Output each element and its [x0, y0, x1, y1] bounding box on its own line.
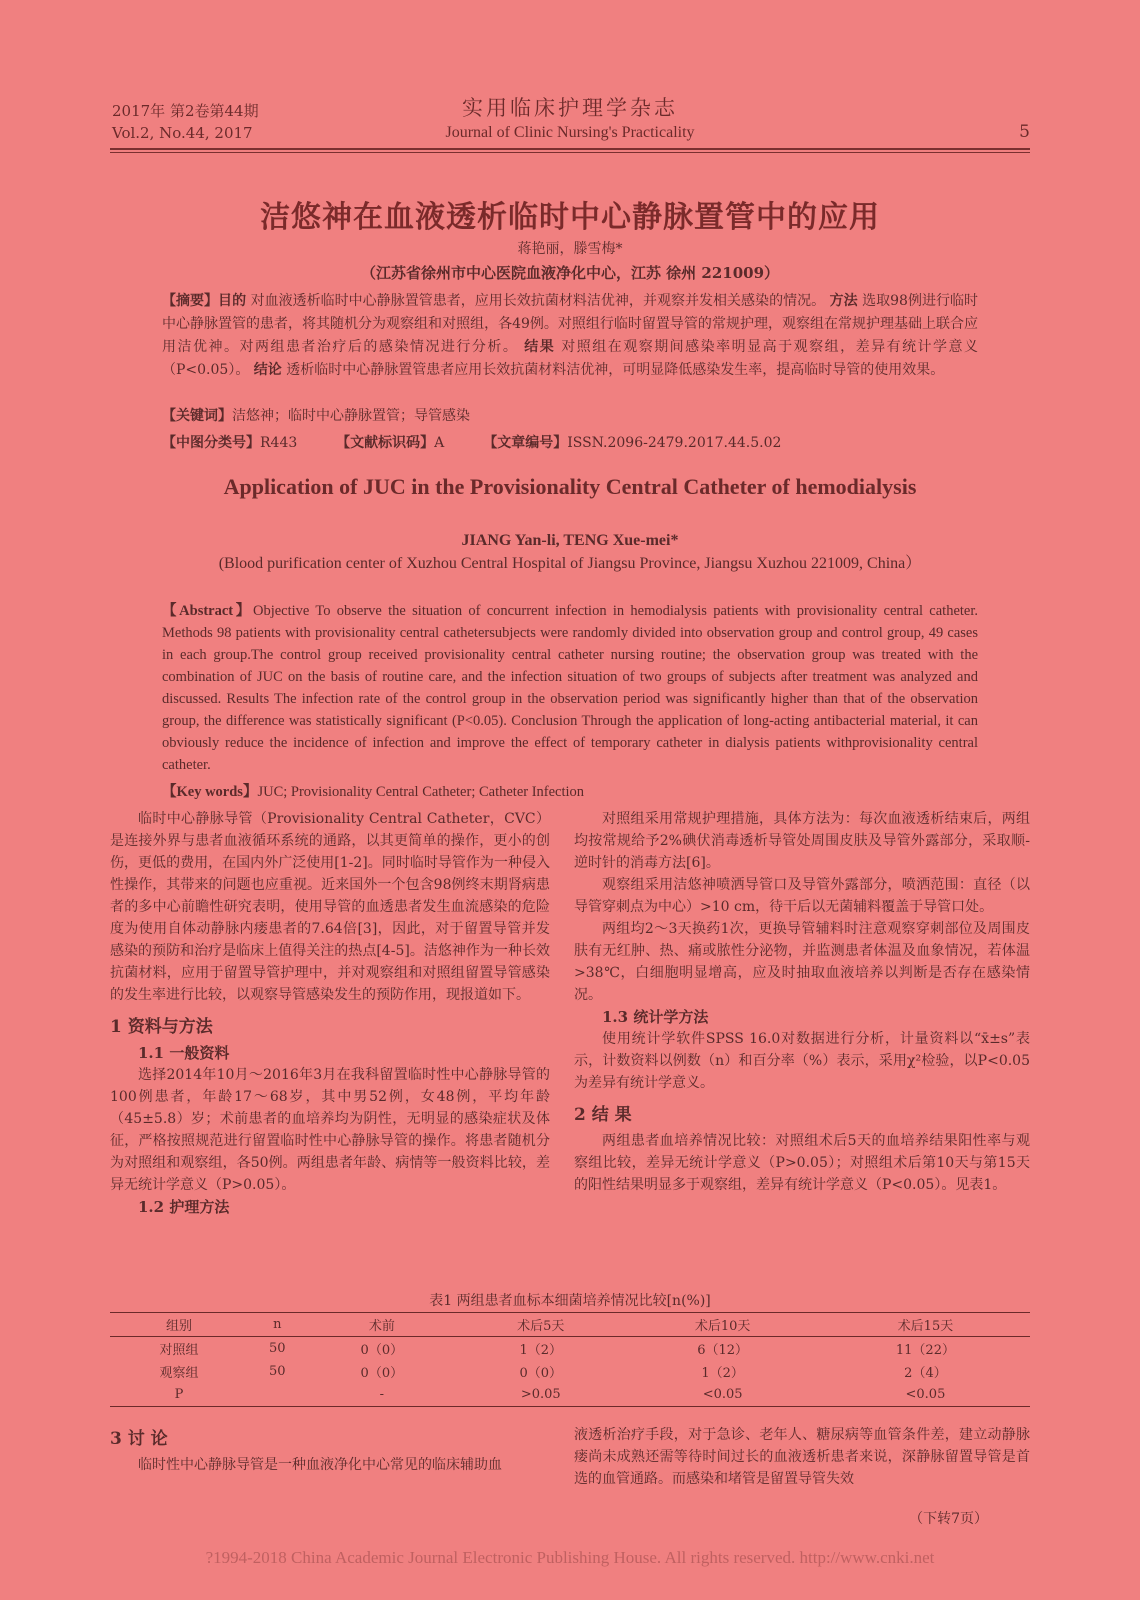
table-cell: 11（22） [895, 1343, 955, 1358]
general-info-paragraph: 选择2014年10月～2016年3月在我科留置临时性中心静脉导管的100例患者，年龄17～68岁，其中男52例，女48例，平均年龄（45±5.8）岁；术前患者的血培养均为阴性，无明显的感染症状及体征，严格按照规范进行留置临时性中心静脉导管的操作。将患者随机分为对照组和观察组，各50例。两组患者年龄、病情等一般资料比较，差异无统计学意义（P>0.05）。 [110, 1067, 550, 1193]
abstract-en-label: 【Abstract】 [162, 603, 253, 619]
article-no-value: ISSN.2096-2479.2017.44.5.02 [567, 435, 782, 451]
journal-title-cn: 实用临床护理学杂志 [462, 96, 678, 120]
clc-label: 【中图分类号】 [162, 435, 260, 451]
article-title-en: Application of JUC in the Provisionality Central Catheter of hemodialysis [223, 474, 917, 499]
header-rule-thin [110, 152, 1030, 153]
section-2-heading: 2 结 果 [574, 1105, 632, 1125]
keywords-en [162, 780, 978, 801]
observation-care-paragraph: 观察组采用洁悠神喷洒导管口及导管外露部分，喷洒范围：直径（以导管穿刺点为中心）>10 cm，待干后以无菌辅料覆盖于导管口处。 [574, 877, 1030, 915]
abstract-cn-text [162, 290, 978, 382]
body-right-column [574, 808, 1030, 1196]
keywords-cn [162, 405, 978, 425]
authors-en: JIANG Yan-li, TENG Xue-mei* [461, 532, 679, 549]
table-cell: 50 [269, 1364, 286, 1379]
table-cell: 0（0） [360, 1343, 404, 1358]
table-row [110, 1383, 1030, 1407]
abstract-en [162, 600, 978, 776]
discussion-left [110, 1428, 550, 1476]
table-cell [248, 1383, 307, 1407]
control-care-paragraph: 对照组采用常规护理措施，具体方法为：每次血液透析结束后，两组均按常规给予2%碘伏消毒透析导管处周围皮肤及导管外露部分，采取顺-逆时针的消毒方法[6]。 [574, 811, 1030, 871]
table-cell: 50 [269, 1341, 286, 1356]
doc-code-label: 【文献标识码】 [336, 435, 435, 451]
article-no-label: 【文章编号】 [483, 435, 568, 451]
abstract-en-text: Objective To observe the situation of concurrent infection in hemodialysis patients with provisionality central catheter. Methods 98 patients with provisionality central cathetersubjects were randomly divided into observation group and control group, 49 cases in each group.The control group received provisionality central catheter nursing routine; the observation group was treated with the combination of JUC on the basis of routine care, and the infection situation of two groups of subjects after treatment was analyzed and discussed. Results The infection rate of the control group in the observation period was significantly higher than that of the observation group, the difference was statistically significant (P<0.05). Conclusion Through the application of long-acting antibacterial material, it can obviously reduce the incidence of infection and improve the effect of temporary catheter in dialysis patients withprovisionality central catheter. [162, 603, 978, 773]
issue-en: Vol.2, No.44, 2017 [112, 124, 253, 142]
section-3-heading: 3 讨 论 [110, 1429, 168, 1449]
table-header-cell: 术后10天 [694, 1319, 751, 1334]
results-table [110, 1312, 1030, 1407]
table-row [110, 1360, 1030, 1383]
abstract-cn-objective: 对血液透析临时中心静脉置管患者，应用长效抗菌材料洁优神，并观察并发相关感染的情况。 [250, 293, 826, 309]
doc-code-value: A [434, 435, 445, 451]
table-cell: >0.05 [520, 1387, 561, 1402]
table-header-cell: 术后15天 [897, 1319, 954, 1334]
table-header-cell: 组别 [166, 1319, 193, 1334]
journal-title [0, 94, 1140, 144]
affiliation-en: (Blood purification center of Xuzhou Central Hospital of Jiangsu Province, Jiangsu Xuzhou 221009, China） [218, 555, 922, 572]
abstract-cn-conclusion-label: 结论 [253, 362, 282, 378]
header-rule [110, 148, 1030, 150]
keywords-cn-label: 【关键词】 [162, 408, 232, 424]
keywords-en-value: JUC; Provisionality Central Catheter; Catheter Infection [257, 784, 585, 800]
section-1-1-heading: 1.1 一般资料 [138, 1044, 230, 1062]
journal-title-en: Journal of Clinic Nursing's Practicality [445, 124, 695, 141]
table-cell: <0.05 [905, 1387, 946, 1402]
affiliation-cn: （江苏省徐州市中心医院血液净化中心，江苏 徐州 221009） [360, 264, 780, 282]
table-cell: 2（4） [904, 1366, 947, 1381]
table-cell: P [174, 1387, 184, 1402]
intro-paragraph: 临时中心静脉导管（Provisionality Central Catheter，CVC）是连接外界与患者血液循环系统的通路，以其更简单的操作，更小的创伤，更低的费用，在国内外广泛使用[1-2]。同时临时导管作为一种侵入性操作，其带来的问题也应重视。近来国外一个包含98例终末期肾病患者的多中心前瞻性研究表明，使用导管的血透患者发生血流感染的危险度为使用自体动静脉内瘘患者的7.64倍[3]，因此，对于留置导管并发感染的预防和治疗是临床上值得关注的热点[4-5]。洁悠神作为一种长效抗菌材料，应用于留置导管护理中，并对观察组和对照组留置导管感染的发生率进行比较，以观察导管感染发生的预防作用，现报道如下。 [110, 811, 550, 1003]
page-number: 5 [1019, 122, 1030, 142]
copyright-footer: ?1994-2018 China Academic Journal Electronic Publishing House. All rights reserved. http://www.cnki.net [205, 1548, 935, 1567]
table-header-cell: 术前 [368, 1319, 395, 1334]
table-cell: 0（0） [519, 1366, 562, 1381]
results-paragraph: 两组患者血培养情况比较：对照组术后5天的血培养结果阳性率与观察组比较，差异无统计学意义（P>0.05）；对照组术后第10天与第15天的阳性结果明显多于观察组，差异有统计学意义（P<0.05）。见表1。 [574, 1133, 1030, 1193]
table-header-cell: 术后5天 [517, 1319, 565, 1334]
abstract-cn-methods-label: 方法 [829, 293, 858, 309]
table-cell: 0（0） [360, 1366, 404, 1381]
abstract-cn [162, 290, 978, 382]
keywords-cn-value: 洁悠神；临时中心静脉置管；导管感染 [232, 408, 470, 424]
table-header-row [110, 1313, 1030, 1337]
section-1-2-heading: 1.2 护理方法 [138, 1198, 230, 1216]
abstract-cn-results-label: 结果 [524, 339, 556, 355]
table-cell: 对照组 [159, 1343, 199, 1358]
abstract-cn-methods: 选取98例进行临时中心静脉置管的患者，将其随机分为观察组和对照组，各49例。对照组行临时留置导管的常规护理，观察组在常规护理基础上联合应用洁优神。对两组患者治疗后的感染情况进行分析。 [162, 293, 979, 355]
table-cell: 6（12） [697, 1343, 749, 1358]
table-cell: 1（2） [701, 1366, 744, 1381]
article-title-cn: 洁悠神在血液透析临时中心静脉置管中的应用 [260, 200, 880, 235]
classification-line [162, 432, 978, 452]
authors-cn: 蒋艳丽，滕雪梅* [517, 241, 623, 257]
table-cell: 观察组 [159, 1366, 199, 1381]
discussion-paragraph-continued: 液透析治疗手段，对于急诊、老年人、糖尿病等血管条件差，建立动静脉瘘尚未成熟还需等待时间过长的血液透析患者来说，深静脉留置导管是首选的血管通路。而感染和堵管是留置导管失效 [574, 1427, 1030, 1487]
clc-value: R443 [260, 435, 298, 451]
abstract-cn-label: 【摘要】目的 [162, 293, 247, 309]
abstract-cn-conclusion: 透析临时中心静脉置管患者应用长效抗菌材料洁优神，可明显降低感染发生率，提高临时导管的使用效果。 [286, 362, 945, 378]
issue-cn: 2017年 第2卷第44期 [112, 102, 259, 120]
table-cell: - [379, 1387, 385, 1402]
table-caption: 表1 两组患者血标本细菌培养情况比较[n(%)] [429, 1293, 711, 1309]
body-left-column [110, 808, 550, 1218]
keywords-en-label: 【Key words】 [162, 784, 258, 800]
section-1-3-heading: 1.3 统计学方法 [602, 1008, 709, 1026]
table-row [110, 1337, 1030, 1361]
continued-note: （下转7页） [909, 1511, 988, 1527]
discussion-right [574, 1424, 1030, 1490]
dressing-change-paragraph: 两组均2～3天换药1次，更换导管辅料时注意观察穿刺部位及周围皮肤有无红肿、热、痛或脓性分泌物，并监测患者体温及血象情况，若体温>38℃，白细胞明显增高，应及时抽取血液培养以判断是否存在感染情况。 [574, 921, 1030, 1003]
table-header-cell: n [273, 1317, 282, 1332]
discussion-paragraph-start: 临时性中心静脉导管是一种血液净化中心常见的临床辅助血 [138, 1457, 502, 1473]
table-cell: 1（2） [519, 1343, 562, 1358]
table-cell: <0.05 [702, 1387, 743, 1402]
section-1-heading: 1 资料与方法 [110, 1017, 213, 1037]
statistics-paragraph: 使用统计学软件SPSS 16.0对数据进行分析，计量资料以“x̄±s”表示，计数资料以例数（n）和百分率（%）表示，采用χ²检验，以P<0.05为差异有统计学意义。 [574, 1031, 1030, 1091]
abstract-cn-results: 对照组在观察期间感染率明显高于观察组，差异有统计学意义（P<0.05）。 [162, 339, 979, 378]
